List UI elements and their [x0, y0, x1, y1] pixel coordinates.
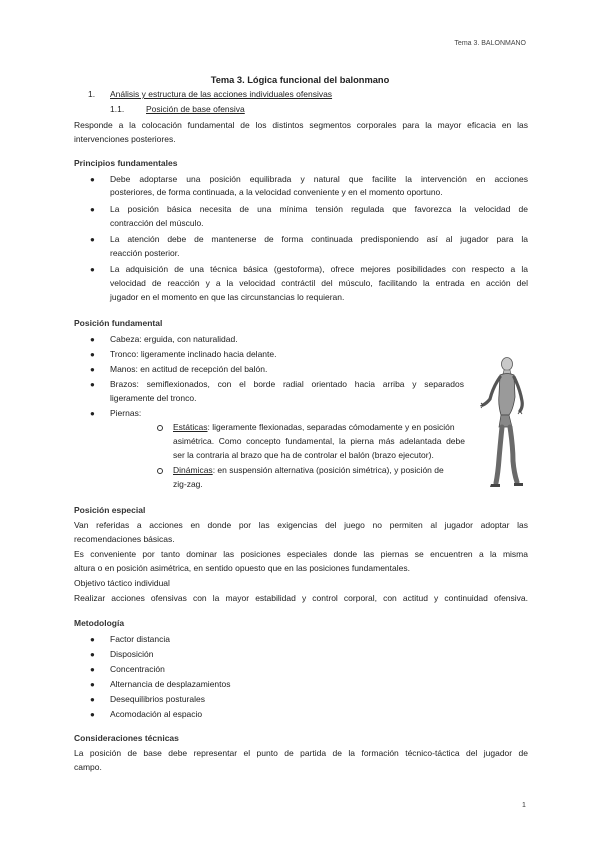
principio-2-line-2: contracción del músculo.	[110, 218, 204, 228]
bullet-icon: ●	[90, 235, 95, 244]
cabeza-item: Cabeza: erguida, con naturalidad.	[110, 334, 238, 344]
manos-item: Manos: en actitud de recepción del balón.	[110, 364, 268, 374]
section-title: Análisis y estructura de las acciones individuales ofensivas	[110, 89, 333, 99]
player-figure-illustration	[480, 355, 528, 489]
metodologia-item: Acomodación al espacio	[110, 709, 203, 719]
especial-heading: Posición especial	[74, 505, 146, 515]
piernas-item: Piernas:	[110, 408, 142, 418]
page-number: 1	[522, 802, 526, 809]
estaticas-line-1	[173, 422, 465, 433]
bullet-icon: ●	[90, 695, 95, 704]
running-header: Tema 3. BALONMANO	[454, 40, 526, 47]
principio-1-line-2: posteriores, de forma continuada, a la velocidad conveniente y en el momento oportuno.	[110, 187, 443, 197]
metodologia-item: Concentración	[110, 664, 165, 674]
document-title: Tema 3. Lógica funcional del balonmano	[210, 75, 390, 85]
metodologia-item: Desequilibrios posturales	[110, 694, 205, 704]
bullet-icon: ●	[90, 665, 95, 674]
dinamicas-label: Dinámicas	[173, 465, 213, 475]
metodologia-item: Alternancia de desplazamientos	[110, 679, 231, 689]
subsection-number: 1.1.	[110, 104, 125, 114]
metodologia-item: Disposición	[110, 649, 154, 659]
dinamicas-text: : en suspensión alternativa (posición simétrica), y posición de	[212, 465, 444, 475]
tronco-item: Tronco: ligeramente inclinado hacia delante.	[110, 349, 277, 359]
consideraciones-heading: Consideraciones técnicas	[74, 733, 179, 743]
bullet-icon: ●	[90, 350, 95, 359]
principio-3-line-1: La atención debe de mantenerse de forma continuada predisponiendo así al jugador para la	[110, 234, 528, 244]
bullet-icon: ●	[90, 409, 95, 418]
bullet-icon: ●	[90, 335, 95, 344]
bullet-icon: ●	[90, 635, 95, 644]
principio-4-line-3: jugador en el momento en que las circunstancias lo requieran.	[110, 292, 345, 302]
bullet-icon: ●	[90, 380, 95, 389]
estaticas-label: Estáticas	[173, 422, 208, 432]
circle-bullet-icon	[157, 468, 163, 474]
principios-heading: Principios fundamentales	[74, 158, 178, 168]
principio-4-line-1: La adquisición de una técnica básica (gestoforma), ofrece mejores posibilidades con respecto a la	[110, 264, 528, 274]
principio-3-line-2: reacción posterior.	[110, 248, 180, 258]
section-number: 1.	[88, 89, 96, 99]
dinamicas-line-1	[173, 465, 465, 476]
bullet-icon: ●	[90, 175, 95, 184]
estaticas-line-3: ser la contraria al brazo que ha de controlar el balón (brazo ejecutor).	[173, 450, 434, 460]
metodologia-heading: Metodología	[74, 618, 125, 628]
circle-bullet-icon	[157, 425, 163, 431]
brazos-line-2: ligeramente del tronco.	[110, 393, 197, 403]
dinamicas-line-2: zig-zag.	[173, 479, 203, 489]
especial-line-2: recomendaciones básicas.	[74, 534, 175, 544]
bullet-icon: ●	[90, 265, 95, 274]
principio-4-line-2: velocidad de reacción y a la velocidad contráctil del músculo, facilitando la entrada en acción del	[110, 278, 528, 288]
brazos-line-1: Brazos: semiflexionados, con el borde radial orientado hacia arriba y separados	[110, 379, 464, 389]
bullet-icon: ●	[90, 365, 95, 374]
principio-2-line-1: La posición básica necesita de una mínima tensión regulada que favorezca la velocidad de	[110, 204, 528, 214]
especial-line-4: altura o en posición asimétrica, en sentido opuesto que en las posiciones fundamentales.	[74, 563, 410, 573]
objetivo-heading: Objetivo táctico individual	[74, 578, 170, 588]
intro-line-2: intervenciones posteriores.	[74, 134, 176, 144]
intro-line-1: Responde a la colocación fundamental de los distintos segmentos corporales para la mayor eficacia en las	[74, 120, 528, 130]
especial-line-1: Van referidas a acciones en donde por las exigencias del juego no permiten al jugador adoptar las	[74, 520, 528, 530]
fundamental-heading: Posición fundamental	[74, 318, 163, 328]
bullet-icon: ●	[90, 710, 95, 719]
consideraciones-line-2: campo.	[74, 762, 102, 772]
bullet-icon: ●	[90, 650, 95, 659]
subsection-title: Posición de base ofensiva	[146, 104, 245, 114]
estaticas-text: : ligeramente flexionadas, separadas cómodamente y en posición	[207, 422, 455, 432]
bullet-icon: ●	[90, 205, 95, 214]
especial-line-3: Es conveniente por tanto dominar las posiciones especiales donde las piernas se encuentren a la misma	[74, 549, 528, 559]
consideraciones-line-1: La posición de base debe representar el punto de partida de la formación técnico-táctica del jugador de	[74, 748, 528, 758]
metodologia-item: Factor distancia	[110, 634, 170, 644]
principio-1-line-1: Debe adoptarse una posición equilibrada y natural que facilite la intervención en acciones	[110, 174, 528, 184]
bullet-icon: ●	[90, 680, 95, 689]
estaticas-line-2: asimétrica. Como concepto fundamental, la pierna más adelantada debe	[173, 436, 465, 446]
objetivo-text: Realizar acciones ofensivas con la mayor estabilidad y control corporal, con actitud y continuidad ofensiva.	[74, 593, 528, 603]
